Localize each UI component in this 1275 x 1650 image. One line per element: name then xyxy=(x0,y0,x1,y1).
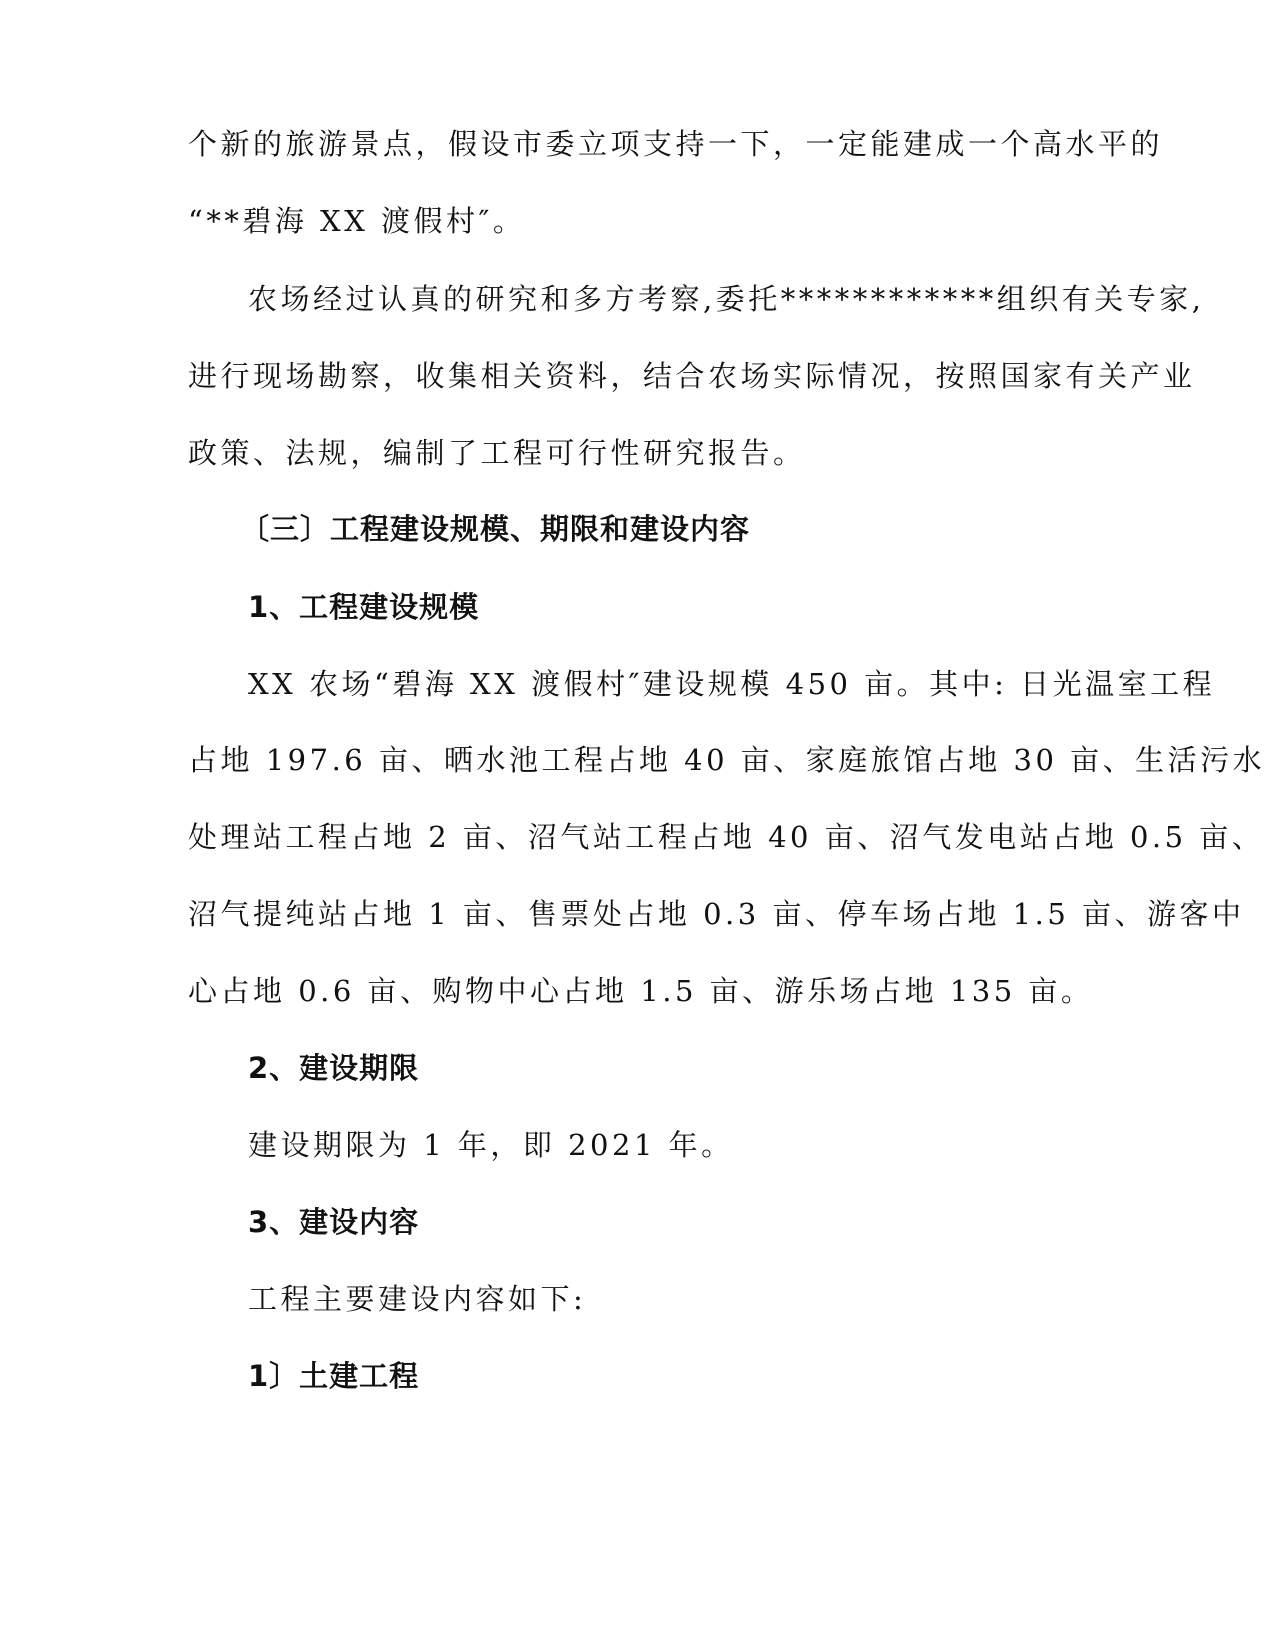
paragraph-line: XX 农场“碧海 XX 渡假村″建设规模 450 亩。其中: 日光温室工程 xyxy=(248,667,1216,701)
subsection-heading: 3、建设内容 xyxy=(248,1205,420,1239)
paragraph-line: 政策、法规，编制了工程可行性研究报告。 xyxy=(188,436,806,470)
paragraph-line: 处理站工程占地 2 亩、沼气站工程占地 40 亩、沼气发电站占地 0.5 亩、 xyxy=(188,820,1265,854)
subsection-heading: 1〕土建工程 xyxy=(248,1359,420,1393)
section-heading: 〔三〕工程建设规模、期限和建设内容 xyxy=(240,512,751,546)
paragraph-line: 沼气提纯站占地 1 亩、售票处占地 0.3 亩、停车场占地 1.5 亩、游客中 xyxy=(188,897,1245,931)
paragraph-line: “**碧海 XX 渡假村″。 xyxy=(188,204,526,238)
subsection-heading: 2、建设期限 xyxy=(248,1051,420,1085)
paragraph-line: 占地 197.6 亩、晒水池工程占地 40 亩、家庭旅馆占地 30 亩、生活污水 xyxy=(188,743,1266,777)
paragraph-line: 心占地 0.6 亩、购物中心占地 1.5 亩、游乐场占地 135 亩。 xyxy=(188,974,1094,1008)
paragraph-line: 建设期限为 1 年，即 2021 年。 xyxy=(248,1128,734,1162)
subsection-heading: 1、工程建设规模 xyxy=(248,590,480,624)
paragraph-line: 个新的旅游景点，假设市委立项支持一下，一定能建成一个高水平的 xyxy=(188,127,1164,161)
paragraph-line: 农场经过认真的研究和多方考察,委托************组织有关专家, xyxy=(248,282,1205,316)
paragraph-line: 进行现场勘察，收集相关资料，结合农场实际情况，按照国家有关产业 xyxy=(188,359,1196,393)
paragraph-line: 工程主要建设内容如下: xyxy=(248,1282,587,1316)
